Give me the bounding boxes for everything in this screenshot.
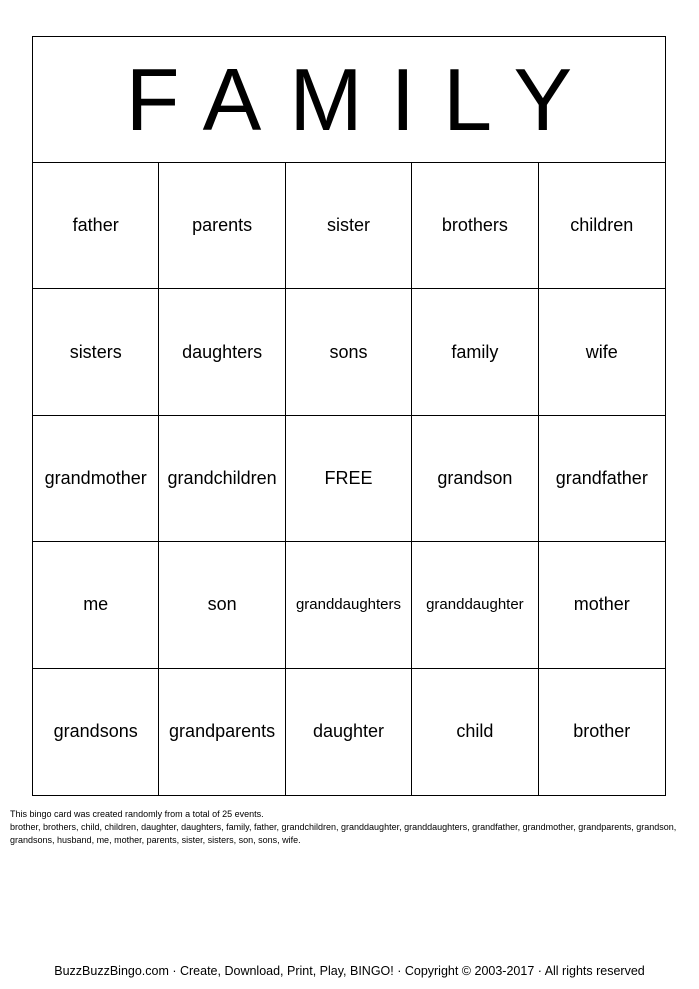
bingo-grid [33, 163, 665, 795]
bingo-cell: granddaughters [286, 542, 412, 668]
info-word-list: brother, brothers, child, children, daughter, daughters, family, father, grandchildren, granddaughter, granddaughters, grandfather, grandmother, grandparents, grandson, grandsons, husband, me, mother, parents, sister, sisters, son, sons, wife. [10, 822, 677, 845]
page-footer: BuzzBuzzBingo.com · Create, Download, Print, Play, BINGO! · Copyright © 2003-2017 · All rights reserved [54, 964, 645, 978]
bingo-cell: granddaughter [412, 542, 538, 668]
free-space-cell: FREE [286, 416, 412, 542]
bingo-cell: grandfather [539, 416, 665, 542]
bingo-cell: children [539, 163, 665, 289]
bingo-cell: grandson [412, 416, 538, 542]
bingo-cell: child [412, 669, 538, 795]
bingo-cell: grandmother [33, 416, 159, 542]
bingo-cell: mother [539, 542, 665, 668]
bingo-cell: grandchildren [159, 416, 285, 542]
title-row [33, 37, 665, 163]
bingo-cell: brothers [412, 163, 538, 289]
bingo-cell: wife [539, 289, 665, 415]
bingo-cell: parents [159, 163, 285, 289]
bingo-cell: daughters [159, 289, 285, 415]
bingo-cell: me [33, 542, 159, 668]
bingo-cell: daughter [286, 669, 412, 795]
bingo-cell: sons [286, 289, 412, 415]
bingo-card [32, 36, 666, 796]
bingo-cell: grandparents [159, 669, 285, 795]
bingo-cell: family [412, 289, 538, 415]
bingo-cell: son [159, 542, 285, 668]
bingo-cell: father [33, 163, 159, 289]
card-info [10, 808, 692, 847]
bingo-cell: sisters [33, 289, 159, 415]
bingo-cell: grandsons [33, 669, 159, 795]
bingo-cell: sister [286, 163, 412, 289]
bingo-cell: brother [573, 721, 631, 742]
card-title: FAMILY [125, 49, 601, 149]
info-summary: This bingo card was created randomly from a total of 25 events. [10, 809, 264, 819]
